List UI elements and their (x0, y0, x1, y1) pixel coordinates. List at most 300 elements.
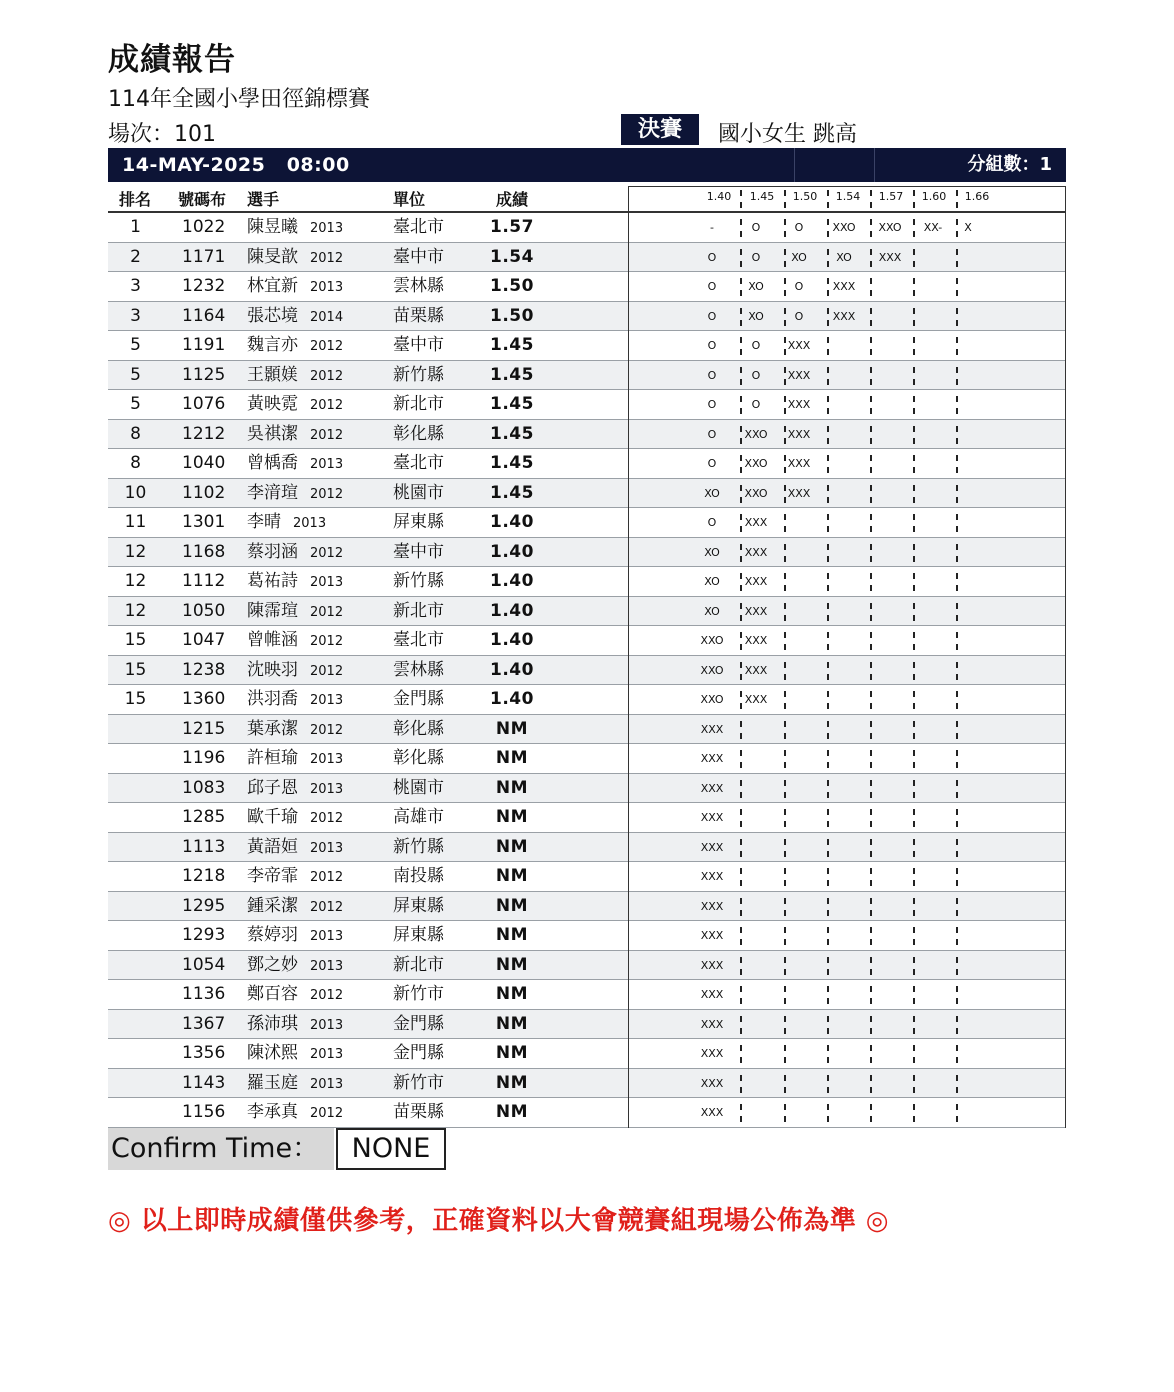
attempt-cell (948, 656, 988, 686)
table-row (108, 243, 1066, 273)
bib-cell: 1356 (182, 1043, 226, 1063)
table-row (108, 685, 1066, 715)
rank-cell: 11 (124, 512, 147, 532)
attempt-cell: XX- (923, 221, 943, 234)
attempt-cell (824, 1010, 864, 1040)
bib-cell: 1143 (182, 1072, 226, 1093)
team-cell: 金門縣 (393, 1013, 444, 1034)
attempt-divider (870, 603, 872, 621)
attempt-divider (784, 1075, 786, 1093)
rank-cell: 8 (130, 423, 141, 444)
attempt-divider (870, 986, 872, 1004)
attempt-cell (913, 656, 953, 686)
birth-year: 2014 (310, 309, 344, 325)
athlete-cell (247, 892, 343, 922)
attempt-divider (827, 219, 829, 237)
attempt-divider (784, 544, 786, 562)
attempt-divider (740, 367, 742, 385)
athlete-cell (247, 951, 343, 981)
attempt-divider (740, 603, 742, 621)
athlete-cell (247, 715, 343, 745)
birth-year: 2012 (310, 545, 344, 561)
attempt-divider (827, 249, 829, 267)
rank-cell: 3 (130, 305, 141, 326)
mark-cell: NM (495, 1102, 529, 1122)
rank-cell: 5 (130, 364, 141, 385)
attempt-divider (827, 898, 829, 916)
bib-cell: 1050 (182, 600, 226, 621)
attempt-cell: O (707, 398, 717, 411)
birth-year: 2013 (310, 457, 344, 472)
mark-cell: NM (495, 866, 529, 886)
rank-cell (108, 892, 163, 922)
attempt-cell (736, 980, 776, 1010)
bib-cell: 1136 (182, 984, 226, 1004)
attempt-divider (913, 544, 915, 562)
attempt-divider (740, 957, 742, 975)
birth-year: 2012 (310, 250, 344, 266)
attempt-divider (827, 337, 829, 355)
attempt-cell (913, 774, 953, 804)
attempt-divider (956, 219, 958, 237)
session-label: 場次：101 (108, 122, 216, 147)
rank-cell: 15 (124, 659, 147, 680)
attempt-divider (740, 839, 742, 857)
confirm-time-label-box (108, 1128, 334, 1170)
attempt-divider (827, 278, 829, 296)
attempt-divider (913, 839, 915, 857)
attempt-divider (870, 514, 872, 532)
attempt-cell: XXX (744, 575, 768, 588)
team-cell: 新竹縣 (393, 364, 444, 385)
team-cell: 新竹市 (393, 984, 444, 1004)
attempt-divider (784, 780, 786, 798)
table-row (108, 538, 1066, 568)
attempt-cell (948, 774, 988, 804)
attempt-cell (870, 597, 910, 627)
height-header-6: 1.66 (964, 190, 990, 203)
bib-cell: 1295 (182, 895, 226, 916)
attempts-right-border (1065, 212, 1066, 1128)
attempt-divider (827, 632, 829, 650)
attempt-divider (827, 868, 829, 886)
attempt-cell (948, 1069, 988, 1099)
attempt-divider (740, 986, 742, 1004)
attempt-divider (870, 721, 872, 739)
athlete-cell (247, 302, 343, 332)
attempt-cell: XXO (744, 457, 768, 470)
attempt-divider (913, 780, 915, 798)
attempt-cell (824, 390, 864, 420)
attempt-divider (913, 337, 915, 355)
bib-cell: 1171 (182, 246, 226, 267)
groups-label: 分組數：1 (967, 154, 1052, 175)
attempt-cell (948, 892, 988, 922)
birth-year: 2012 (310, 663, 344, 679)
mark-cell: 1.50 (490, 305, 534, 326)
attempt-divider (740, 426, 742, 444)
rank-cell (108, 1039, 163, 1069)
height-divider (870, 190, 872, 208)
attempt-divider (740, 573, 742, 591)
athlete-cell (247, 1069, 343, 1099)
team-cell: 高雄市 (393, 807, 444, 827)
athlete-name: 李湇瑄 (247, 482, 298, 503)
mark-cell: NM (495, 836, 529, 857)
team-cell: 新竹縣 (393, 836, 444, 857)
col-team-header: 單位 (393, 190, 426, 209)
attempt-cell (870, 803, 910, 833)
rank-cell (108, 1069, 163, 1099)
athlete-cell (247, 980, 343, 1010)
table-row (108, 479, 1066, 509)
team-cell: 苗栗縣 (393, 305, 444, 326)
attempt-cell: XXX (744, 545, 768, 559)
athlete-name: 王顥媄 (247, 364, 298, 385)
mark-cell: 1.50 (490, 276, 534, 296)
athlete-cell (247, 774, 343, 804)
mark-cell: 1.40 (490, 689, 534, 709)
attempt-cell (948, 951, 988, 981)
birth-year: 2013 (310, 221, 344, 236)
attempt-divider (913, 868, 915, 886)
attempt-cell (824, 538, 864, 568)
athlete-cell (247, 1039, 343, 1069)
col-athlete-header: 選手 (247, 190, 280, 209)
attempt-cell (913, 420, 953, 450)
athlete-cell (247, 656, 343, 686)
attempt-divider (827, 455, 829, 473)
attempt-divider (740, 898, 742, 916)
athlete-cell (247, 862, 343, 892)
table-row (108, 1069, 1066, 1099)
attempt-cell: XXX (700, 1017, 724, 1031)
attempt-divider (740, 396, 742, 414)
attempt-cell (948, 803, 988, 833)
attempt-cell: XXX (744, 663, 768, 677)
attempt-cell (870, 1098, 910, 1128)
birth-year: 2012 (310, 634, 344, 649)
attempt-cell (913, 715, 953, 745)
bib-cell: 1047 (182, 630, 226, 650)
attempt-divider (913, 927, 915, 945)
attempt-cell (824, 1098, 864, 1128)
athlete-name: 曾帷涵 (247, 630, 298, 650)
athlete-cell (247, 567, 343, 597)
meet-name: 114年全國小學田徑錦標賽 (108, 87, 370, 112)
attempt-divider (913, 485, 915, 503)
round-badge: 決賽 (621, 114, 699, 145)
athlete-cell (247, 538, 343, 568)
attempt-cell (948, 243, 988, 273)
mark-cell: 1.45 (490, 364, 534, 385)
attempt-divider (827, 573, 829, 591)
attempt-cell: XXX (700, 752, 724, 765)
attempt-cell (948, 331, 988, 361)
birth-year: 2013 (310, 1017, 344, 1033)
attempt-divider (956, 986, 958, 1004)
table-row (108, 1039, 1066, 1069)
attempt-divider (784, 750, 786, 768)
table-row (108, 833, 1066, 863)
attempt-divider (784, 367, 786, 385)
attempt-cell: XXX (787, 368, 811, 382)
birth-year: 2012 (310, 811, 344, 826)
athlete-name: 蔡羽涵 (247, 541, 298, 562)
attempt-cell (948, 420, 988, 450)
attempt-cell (824, 892, 864, 922)
mark-cell: NM (495, 1013, 529, 1034)
athlete-name: 張芯境 (247, 305, 298, 326)
birth-year: 2012 (310, 486, 344, 502)
attempt-cell (913, 1069, 953, 1099)
height-divider (784, 190, 786, 208)
confirm-time-value: NONE (336, 1128, 446, 1170)
table-row (108, 921, 1066, 951)
attempt-cell: O (751, 398, 761, 411)
attempt-divider (784, 485, 786, 503)
birth-year: 2012 (310, 398, 344, 413)
attempt-divider (784, 691, 786, 709)
attempt-cell (824, 361, 864, 391)
attempt-cell (948, 1010, 988, 1040)
attempt-divider (784, 278, 786, 296)
attempt-divider (740, 337, 742, 355)
attempt-divider (827, 721, 829, 739)
attempt-cell: XO (704, 604, 720, 618)
attempt-cell (913, 1039, 953, 1069)
attempt-cell: O (707, 250, 717, 264)
team-cell: 彰化縣 (393, 748, 444, 768)
rank-cell: 8 (130, 453, 141, 473)
attempt-divider (740, 219, 742, 237)
attempt-divider (956, 1104, 958, 1122)
table-row (108, 774, 1066, 804)
mark-cell: 1.45 (490, 423, 534, 444)
table-row (108, 361, 1066, 391)
attempt-cell (948, 744, 988, 774)
attempt-divider (913, 809, 915, 827)
birth-year: 2013 (310, 280, 344, 295)
height-header-0: 1.40 (706, 190, 732, 203)
attempt-cell: XO (836, 250, 852, 264)
height-divider (913, 190, 915, 208)
attempt-cell (948, 479, 988, 509)
attempt-cell: XO (748, 280, 764, 293)
rank-cell: 15 (124, 689, 147, 709)
table-row (108, 302, 1066, 332)
attempt-cell: O (794, 221, 804, 234)
bib-cell: 1156 (182, 1102, 226, 1122)
bar-divider (874, 148, 875, 182)
attempt-cell (870, 272, 910, 302)
mark-cell: 1.40 (490, 571, 534, 591)
attempt-divider (870, 839, 872, 857)
birth-year: 2013 (310, 929, 344, 944)
col-mark-header: 成績 (496, 190, 529, 209)
attempt-cell (870, 656, 910, 686)
attempt-divider (870, 219, 872, 237)
attempt-cell (948, 390, 988, 420)
attempt-cell (824, 1069, 864, 1099)
birth-year: 2012 (310, 870, 344, 885)
attempt-divider (956, 514, 958, 532)
attempt-divider (784, 662, 786, 680)
attempt-divider (784, 721, 786, 739)
attempt-divider (827, 485, 829, 503)
attempt-cell (948, 715, 988, 745)
attempt-divider (913, 1045, 915, 1063)
attempt-divider (913, 691, 915, 709)
athlete-name: 歐千瑜 (247, 807, 298, 827)
rank-cell: 2 (130, 246, 141, 267)
attempt-divider (740, 249, 742, 267)
attempt-divider (870, 1045, 872, 1063)
attempt-cell: XO (704, 575, 720, 588)
attempt-divider (870, 485, 872, 503)
attempt-divider (913, 750, 915, 768)
birth-year: 2013 (310, 752, 344, 767)
attempt-cell: XXX (787, 339, 811, 352)
attempt-divider (870, 898, 872, 916)
bib-cell: 1232 (182, 276, 226, 296)
col-bib-header: 號碼布 (178, 190, 227, 209)
rank-cell: 12 (124, 571, 147, 591)
birth-year: 2013 (310, 781, 344, 797)
mark-cell: 1.45 (490, 453, 534, 473)
attempt-cell (824, 420, 864, 450)
attempt-divider (740, 927, 742, 945)
attempt-divider (784, 898, 786, 916)
attempt-divider (870, 809, 872, 827)
attempt-divider (784, 249, 786, 267)
attempt-cell (736, 1039, 776, 1069)
attempt-divider (870, 455, 872, 473)
attempt-cell: XXX (700, 958, 724, 972)
athlete-cell (247, 420, 343, 450)
attempt-cell: XO (704, 545, 720, 559)
attempt-divider (956, 278, 958, 296)
athlete-cell (247, 361, 343, 391)
attempt-divider (827, 1104, 829, 1122)
athlete-name: 陳霈瑄 (247, 600, 298, 621)
attempt-cell (948, 862, 988, 892)
team-cell: 彰化縣 (393, 718, 444, 739)
attempt-divider (740, 632, 742, 650)
attempt-cell (948, 1039, 988, 1069)
attempt-cell (948, 980, 988, 1010)
attempt-cell (948, 685, 988, 715)
athlete-name: 鄭百容 (247, 984, 298, 1004)
attempt-divider (956, 898, 958, 916)
confirm-time-label: Confirm Time： (111, 1133, 320, 1164)
attempt-cell (870, 331, 910, 361)
disclaimer-notice: ◎ 以上即時成績僅供參考，正確資料以大會競賽組現場公佈為準 ◎ (108, 1206, 889, 1236)
attempt-cell (913, 479, 953, 509)
attempt-cell: O (794, 280, 804, 293)
attempt-divider (740, 809, 742, 827)
attempt-cell: XXX (700, 899, 724, 913)
athlete-name: 陳昱曦 (247, 217, 298, 237)
attempt-divider (784, 308, 786, 326)
attempt-divider (913, 662, 915, 680)
attempt-divider (827, 957, 829, 975)
rank-cell: 12 (124, 541, 147, 562)
attempt-divider (870, 337, 872, 355)
athlete-name: 洪羽喬 (247, 689, 298, 709)
attempt-divider (870, 691, 872, 709)
team-cell: 臺北市 (393, 453, 444, 473)
attempt-divider (827, 426, 829, 444)
attempt-cell (824, 656, 864, 686)
rank-cell: 5 (130, 335, 141, 355)
table-row (108, 744, 1066, 774)
team-cell: 臺中市 (393, 541, 444, 562)
bib-cell: 1112 (182, 571, 226, 591)
athlete-name: 孫沛琪 (247, 1013, 298, 1034)
birth-year: 2012 (310, 604, 344, 620)
bib-cell: 1301 (182, 512, 226, 532)
attempt-cell (736, 1069, 776, 1099)
team-cell: 雲林縣 (393, 276, 444, 296)
attempt-cell: XXX (787, 398, 811, 411)
athlete-cell (247, 331, 343, 361)
attempt-cell: XXX (832, 280, 856, 293)
table-row (108, 1098, 1066, 1128)
attempt-cell (913, 243, 953, 273)
team-cell: 新竹市 (393, 1072, 444, 1093)
birth-year: 2013 (310, 840, 344, 856)
attempt-cell (736, 744, 776, 774)
table-row (108, 567, 1066, 597)
height-divider (827, 190, 829, 208)
attempt-divider (956, 1075, 958, 1093)
table-row (108, 980, 1066, 1010)
attempt-divider (956, 750, 958, 768)
attempt-cell (824, 862, 864, 892)
attempt-divider (913, 219, 915, 237)
attempt-divider (870, 544, 872, 562)
birth-year: 2012 (310, 427, 344, 443)
mark-cell: 1.40 (490, 659, 534, 680)
attempt-divider (784, 1045, 786, 1063)
attempt-cell: XXX (787, 486, 811, 500)
attempt-divider (784, 455, 786, 473)
attempt-divider (740, 868, 742, 886)
mark-cell: NM (495, 777, 529, 798)
attempt-divider (740, 1045, 742, 1063)
athlete-name: 黃語姮 (247, 836, 298, 857)
athlete-cell (247, 921, 343, 951)
table-row (108, 449, 1066, 479)
attempt-divider (740, 1016, 742, 1034)
rank-cell (108, 1098, 163, 1128)
attempt-divider (740, 485, 742, 503)
attempt-divider (784, 839, 786, 857)
attempt-cell (913, 361, 953, 391)
attempt-divider (740, 691, 742, 709)
team-cell: 臺北市 (393, 630, 444, 650)
team-cell: 屏東縣 (393, 512, 444, 532)
team-cell: 桃園市 (393, 777, 444, 798)
attempt-cell: XXX (700, 811, 724, 824)
attempt-divider (827, 1075, 829, 1093)
birth-year: 2013 (310, 1047, 344, 1062)
attempt-cell (824, 479, 864, 509)
team-cell: 南投縣 (393, 866, 444, 886)
table-row (108, 951, 1066, 981)
rank-cell (108, 774, 163, 804)
